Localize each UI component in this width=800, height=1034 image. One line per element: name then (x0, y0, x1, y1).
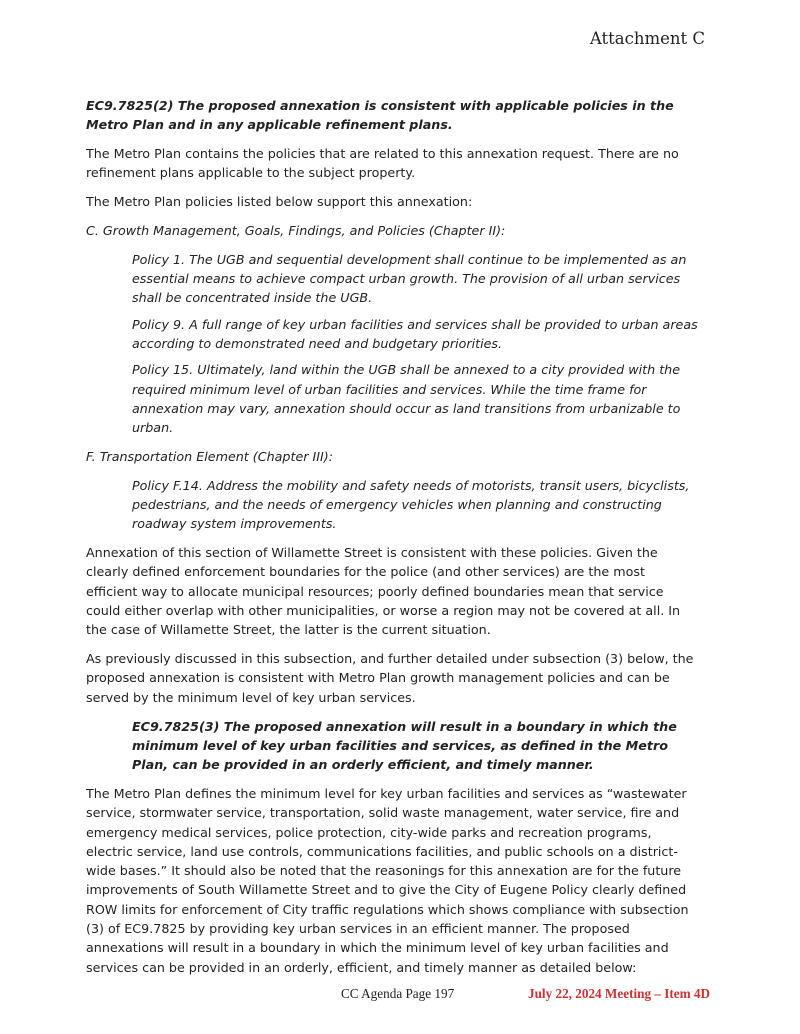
policy-f14: Policy F.14. Address the mobility and safety needs of motorists, transit users, bicyclists, pedestrians, and the needs of emergency vehicles when planning and constructing roadway system improvements. (132, 477, 690, 532)
policies-intro: The Metro Plan policies listed below support this annexation: (86, 194, 473, 210)
policy-15: Policy 15. Ultimately, land within the UGB shall be annexed to a city provided with the required minimum level of urban facilities and services. While the time frame for annexation may vary, annexation should occur as land transitions from urbanizable to urban. (132, 362, 681, 436)
section-c-title: C. Growth Management, Goals, Findings, and Policies (Chapter II): (86, 222, 506, 238)
meeting-label: July 22, 2024 Meeting – Item 4D (528, 986, 711, 1001)
policy-9: Policy 9. A full range of key urban facilities and services shall be provided to urban areas according to demonstrated need and budgetary priorities. (132, 316, 698, 351)
metro-defines-paragraph: The Metro Plan defines the minimum level for key urban facilities and services as “wastewater service, stormwater service, transportation, solid waste management, water service, fire and emergency medical services, police protection, city-wide parks and recreation programs, electric service, land use controls, communications facilities, and public schools on a district-wide bases.” It should also be noted that the reasonings for this annexation are for the future improvements of South Willamette Street and to give the City of Eugene Policy clearly defined ROW limits for enforcement of City traffic regulations which shows compliance with subsection (3) of EC9.7825 by providing key urban services in an efficient manner. The proposed annexations will result in a boundary in which the minimum level of key urban facilities and services can be provided in an orderly, efficient, and timely manner as detailed below: (86, 785, 689, 975)
intro-paragraph: The Metro Plan contains the policies that are related to this annexation request. There are no refinement plans applicable to the subject property. (86, 146, 679, 181)
attachment-label: Attachment C (589, 29, 705, 48)
document-body (86, 96, 698, 986)
willamette-paragraph: Annexation of this section of Willamette Street is consistent with these policies. Given the clearly defined enforcement boundaries for the police (and other services) are the most efficient way to allocate municipal resources; poorly defined boundaries mean that service could either overlap with other municipalities, or worse a region may not be covered at all. In the case of Willamette Street, the latter is the current situation. (86, 545, 681, 638)
page-number-label: CC Agenda Page 197 (341, 986, 455, 1001)
previously-discussed-paragraph: As previously discussed in this subsection, and further detailed under subsection (3) below, the proposed annexation is consistent with Metro Plan growth management policies and can be served by the minimum level of key urban services. (86, 651, 694, 705)
section-f-title: F. Transportation Element (Chapter III): (86, 448, 333, 464)
criterion-2-heading: EC9.7825(2) The proposed annexation is consistent with applicable policies in the Metro Plan and in any applicable refinement plans. (86, 98, 674, 133)
criterion-3-heading: EC9.7825(3) The proposed annexation will result in a boundary in which the minimum level of key urban facilities and services, as defined in the Metro Plan, can be provided in an orderly efficient, and timely manner. (132, 718, 677, 773)
policy-1: Policy 1. The UGB and sequential development shall continue to be implemented as an essential means to achieve compact urban growth. The provision of all urban services shall be concentrated inside the UGB. (132, 251, 687, 306)
